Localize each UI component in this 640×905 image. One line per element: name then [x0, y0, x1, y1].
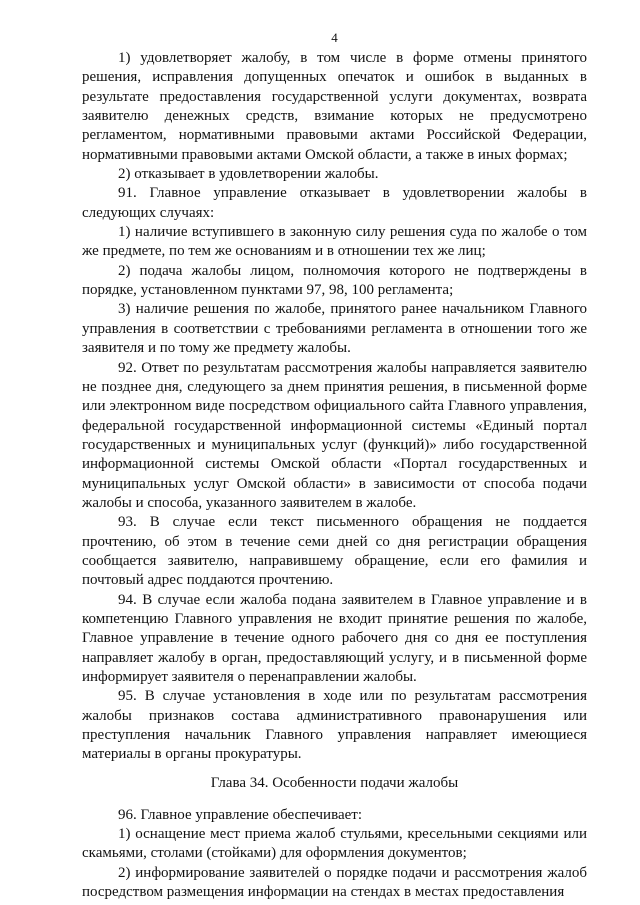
- page-number: 4: [331, 30, 338, 45]
- paragraph-item-96-point-1: 1) оснащение мест приема жалоб стульями, кресельными секциями или скамьями, столами (стойками) для оформления документов;: [82, 826, 587, 862]
- document-page: [82, 30, 587, 902]
- paragraph-decision-refuse: 2) отказывает в удовлетворении жалобы.: [118, 166, 379, 183]
- paragraph-item-91-case-1: 1) наличие вступившего в законную силу решения суда по жалобе о том же предмете, по тем же основаниям и в отношении тех же лиц;: [82, 224, 587, 260]
- paragraph-item-91: 91. Главное управление отказывает в удовлетворении жалобы в следующих случаях:: [82, 185, 587, 221]
- paragraph-item-96: 96. Главное управление обеспечивает:: [118, 806, 362, 823]
- paragraph-item-96-point-2: 2) информирование заявителей о порядке подачи и рассмотрения жалоб посредством размещения информации на стендах в местах предоставления: [82, 864, 587, 901]
- paragraph-item-92: 92. Ответ по результатам рассмотрения жалобы направляется заявителю не позднее дня, следующего за днем принятия решения, в письменной форме или электронном виде посредством официального сайта Главного управления, федеральной государственной информационной системы «Единый портал государственных и муниципальных услуг (функций)» либо государственной информационной системы Омской области «Портал государственных и муниципальных услуг Омской области» в зависимости от способа подачи жалобы и способа, указанного заявителем в жалобе.: [82, 359, 587, 511]
- paragraph-item-95: 95. В случае установления в ходе или по результатам рассмотрения жалобы признаков состава административного правонарушения или преступления начальник Главного управления направляет имеющиеся материалы в органы прокуратуры.: [82, 688, 587, 763]
- paragraph-item-91-case-2: 2) подача жалобы лицом, полномочия которого не подтверждены в порядке, установленном пунктами 97, 98, 100 регламента;: [82, 262, 587, 299]
- chapter-heading: Глава 34. Особенности подачи жалобы: [210, 774, 459, 791]
- paragraph-decision-satisfy: 1) удовлетворяет жалобу, в том числе в форме отмены принятого решения, исправления допущенных опечаток и ошибок в выданных в результате предоставления государственной услуги документах, возврата заявителю денежных средств, взимание которых не предусмотрено регламентом, нормативными правовыми актами Российской Федерации, нормативными правовыми актами Омской области, а также в иных формах;: [82, 50, 587, 163]
- paragraph-item-94: 94. В случае если жалоба подана заявителем в Главное управление и в компетенцию Главного управления не входит принятие решения по жалобе, Главное управление в течение одного рабочего дня со дня ее поступления направляет жалобу в орган, предоставляющий услугу, и в письменной форме информирует заявителя о перенаправлении жалобы.: [82, 591, 587, 685]
- paragraph-item-93: 93. В случае если текст письменного обращения не поддается прочтению, об этом в течение семи дней со дня регистрации обращения сообщается заявителю, направившему обращение, если его фамилия и почтовый адрес поддаются прочтению.: [82, 514, 587, 589]
- paragraph-item-91-case-3: 3) наличие решения по жалобе, принятого ранее начальником Главного управления в соответствии с требованиями регламента в отношении того же заявителя и по тому же предмету жалобы.: [82, 301, 587, 357]
